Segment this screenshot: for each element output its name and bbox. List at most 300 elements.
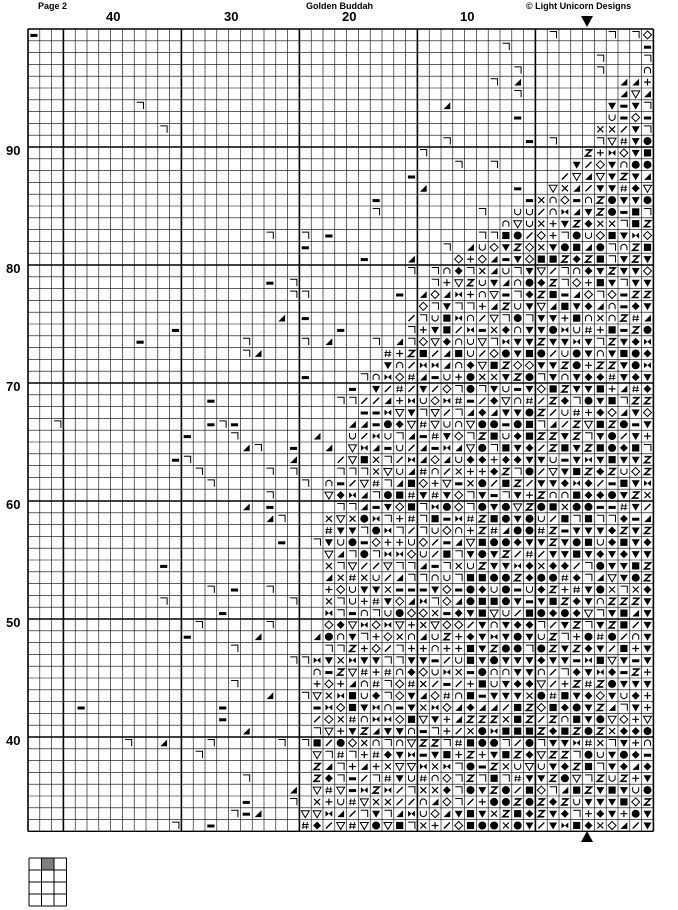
stitch-symbol — [644, 669, 651, 676]
stitch-symbol — [621, 810, 628, 817]
stitch-symbol — [373, 799, 379, 805]
stitch-symbol — [326, 445, 333, 452]
stitch-symbol — [514, 598, 522, 605]
stitch-symbol — [514, 268, 521, 275]
stitch-symbol — [314, 681, 321, 688]
stitch-symbol — [526, 303, 534, 310]
stitch-symbol — [361, 412, 368, 415]
stitch-symbol — [455, 267, 463, 275]
stitch-symbol — [267, 692, 274, 699]
stitch-symbol — [290, 279, 297, 286]
stitch-symbol — [420, 574, 427, 581]
stitch-symbol — [408, 716, 415, 723]
stitch-symbol — [314, 669, 320, 675]
stitch-symbol — [490, 752, 498, 759]
stitch-symbol — [549, 362, 557, 369]
stitch-symbol — [243, 504, 250, 511]
stitch-symbol — [349, 538, 357, 546]
stitch-symbol — [644, 209, 651, 216]
stitch-symbol — [443, 480, 451, 487]
stitch-symbol — [490, 468, 498, 476]
stitch-symbol — [527, 716, 533, 722]
stitch-symbol — [373, 506, 380, 509]
stitch-symbol — [361, 633, 368, 640]
stitch-symbol — [573, 822, 580, 829]
stitch-symbol — [479, 574, 486, 581]
stitch-symbol — [644, 196, 652, 204]
stitch-symbol — [620, 339, 628, 346]
stitch-symbol — [609, 469, 615, 475]
stitch-symbol — [479, 398, 485, 404]
stitch-symbol — [409, 445, 415, 451]
stitch-symbol — [538, 433, 544, 439]
stitch-symbol — [385, 764, 391, 770]
stitch-symbol — [585, 727, 593, 735]
stitch-symbol — [396, 775, 404, 782]
stitch-symbol — [514, 388, 521, 391]
stitch-symbol — [537, 350, 545, 358]
stitch-symbol — [596, 433, 604, 440]
stitch-symbol — [573, 775, 581, 782]
stitch-symbol — [361, 468, 368, 475]
stitch-symbol — [444, 645, 451, 652]
stitch-symbol — [479, 775, 486, 782]
stitch-symbol — [468, 280, 474, 286]
stitch-symbol — [621, 528, 627, 534]
stitch-symbol — [467, 692, 474, 699]
stitch-symbol — [538, 740, 545, 747]
stitch-symbol — [562, 586, 569, 593]
stitch-symbol — [609, 506, 616, 509]
stitch-symbol — [526, 739, 534, 747]
stitch-symbol — [456, 327, 462, 333]
stitch-symbol — [549, 339, 557, 346]
stitch-symbol — [549, 609, 557, 617]
stitch-symbol — [325, 551, 333, 558]
stitch-symbol — [243, 728, 250, 735]
stitch-symbol — [632, 197, 640, 204]
stitch-symbol — [561, 294, 568, 297]
stitch-symbol — [514, 291, 521, 298]
stitch-symbol — [337, 621, 345, 629]
stitch-symbol — [608, 351, 616, 358]
stitch-symbol — [585, 740, 592, 747]
stitch-symbol — [502, 574, 510, 582]
stitch-symbol — [431, 752, 439, 759]
stitch-symbol — [586, 787, 592, 793]
stitch-symbol — [373, 398, 379, 404]
stitch-symbol — [491, 433, 498, 440]
stitch-symbol — [419, 386, 427, 393]
stitch-symbol — [360, 799, 368, 806]
stitch-symbol — [349, 468, 356, 475]
stitch-symbol — [467, 633, 475, 641]
stitch-symbol — [491, 374, 497, 380]
stitch-symbol — [549, 574, 557, 582]
stitch-symbol — [491, 456, 498, 463]
stitch-symbol — [526, 468, 534, 476]
stitch-symbol — [432, 492, 439, 499]
stitch-symbol — [361, 669, 368, 676]
stitch-symbol — [468, 728, 474, 734]
stitch-symbol — [621, 162, 627, 168]
stitch-symbol — [538, 209, 544, 215]
stitch-symbol — [349, 716, 356, 723]
stitch-symbol — [444, 102, 451, 109]
stitch-symbol — [338, 657, 344, 663]
stitch-symbol — [644, 374, 652, 381]
stitch-symbol — [596, 715, 604, 723]
stitch-symbol — [644, 480, 651, 486]
stitch-symbol — [596, 373, 604, 381]
stitch-symbol — [314, 539, 321, 546]
stitch-symbol — [385, 705, 391, 711]
stitch-symbol — [632, 468, 640, 476]
stitch-symbol — [550, 303, 557, 310]
stitch-symbol — [527, 693, 533, 699]
stitch-symbol — [632, 350, 640, 358]
stitch-symbol — [526, 751, 534, 759]
stitch-symbol — [478, 409, 486, 417]
stitch-symbol — [633, 787, 639, 793]
stitch-symbol — [561, 728, 568, 735]
stitch-symbol — [644, 598, 652, 605]
stitch-symbol — [396, 515, 403, 522]
stitch-symbol — [585, 810, 592, 817]
stitch-symbol — [325, 657, 333, 664]
stitch-symbol — [537, 645, 545, 653]
stitch-symbol — [620, 740, 628, 747]
stitch-symbol — [608, 610, 616, 617]
stitch-symbol — [502, 374, 510, 381]
stitch-symbol — [550, 539, 556, 545]
stitch-symbol — [609, 704, 616, 711]
stitch-symbol — [326, 823, 332, 829]
stitch-symbol — [515, 280, 521, 286]
stitch-symbol — [645, 740, 651, 746]
stitch-symbol — [608, 668, 616, 676]
stitch-symbol — [455, 763, 462, 770]
stitch-symbol — [644, 692, 651, 699]
stitch-symbol — [620, 362, 628, 369]
stitch-symbol — [408, 563, 415, 570]
stitch-symbol — [562, 787, 569, 794]
row-number-70: 70 — [6, 379, 21, 394]
stitch-symbol — [419, 479, 427, 487]
stitch-symbol — [455, 799, 462, 806]
stitch-symbol — [503, 339, 510, 345]
stitch-symbol — [574, 764, 580, 770]
stitch-symbol — [361, 775, 367, 781]
stitch-symbol — [349, 669, 357, 676]
stitch-symbol — [396, 492, 403, 499]
stitch-symbol — [537, 327, 545, 334]
stitch-symbol — [432, 659, 439, 662]
stitch-symbol — [514, 67, 521, 74]
stitch-symbol — [326, 574, 333, 581]
stitch-symbol — [632, 79, 639, 86]
stitch-symbol — [562, 823, 569, 829]
stitch-symbol — [573, 339, 580, 345]
stitch-symbol — [396, 707, 403, 710]
row-number-80: 80 — [6, 261, 21, 276]
stitch-symbol — [361, 681, 367, 687]
stitch-symbol — [573, 409, 580, 416]
stitch-symbol — [561, 515, 568, 522]
stitch-symbol — [491, 646, 497, 652]
stitch-symbol — [562, 492, 568, 498]
stitch-symbol — [561, 339, 569, 346]
stitch-symbol — [396, 645, 403, 652]
stitch-symbol — [479, 351, 485, 357]
stitch-symbol — [526, 433, 533, 440]
stitch-symbol — [633, 587, 639, 593]
stitch-symbol — [526, 444, 534, 452]
stitch-symbol — [431, 692, 439, 700]
stitch-symbol — [645, 563, 651, 569]
stitch-symbol — [373, 716, 380, 722]
stitch-symbol — [515, 327, 521, 333]
stitch-symbol — [549, 326, 557, 334]
stitch-symbol — [396, 589, 403, 592]
stitch-symbol — [585, 751, 593, 759]
stitch-symbol — [515, 398, 521, 404]
stitch-symbol — [526, 350, 533, 357]
stitch-symbol — [609, 221, 615, 227]
stitch-symbol — [597, 598, 603, 604]
stitch-symbol — [609, 397, 616, 404]
stitch-symbol — [373, 740, 379, 746]
stitch-symbol — [503, 303, 509, 309]
stitch-symbol — [632, 659, 639, 662]
stitch-symbol — [585, 209, 593, 216]
stitch-symbol — [585, 515, 592, 522]
stitch-symbol — [608, 185, 616, 192]
stitch-symbol — [267, 492, 274, 499]
stitch-symbol — [456, 457, 462, 463]
stitch-symbol — [573, 597, 581, 605]
stitch-symbol — [573, 480, 580, 486]
stitch-symbol — [361, 622, 368, 628]
stitch-symbol — [396, 350, 403, 357]
column-number-30: 30 — [224, 9, 239, 24]
stitch-symbol — [632, 114, 640, 122]
stitch-symbol — [503, 221, 509, 227]
stitch-symbol — [503, 705, 509, 711]
stitch-symbol — [597, 823, 603, 829]
stitch-symbol — [549, 244, 557, 251]
stitch-symbol — [326, 610, 333, 616]
stitch-symbol — [350, 598, 356, 604]
stitch-symbol — [632, 444, 639, 451]
stitch-symbol — [644, 754, 651, 757]
stitch-symbol — [326, 705, 333, 711]
stitch-symbol — [397, 362, 403, 368]
stitch-symbol — [574, 268, 580, 274]
stitch-symbol — [385, 587, 391, 593]
stitch-symbol — [196, 622, 203, 629]
stitch-symbol — [620, 457, 628, 464]
stitch-symbol — [549, 551, 557, 558]
stitch-symbol — [644, 362, 651, 368]
stitch-symbol — [432, 362, 439, 368]
stitch-symbol — [491, 598, 498, 605]
stitch-symbol — [444, 268, 450, 274]
stitch-symbol — [608, 680, 616, 688]
stitch-symbol — [538, 563, 544, 569]
stitch-symbol — [408, 681, 415, 688]
stitch-symbol — [632, 150, 640, 157]
stitch-symbol — [608, 657, 616, 664]
stitch-symbol — [420, 185, 427, 192]
stitch-symbol — [468, 480, 474, 486]
stitch-symbol — [502, 398, 510, 405]
stitch-symbol — [621, 386, 628, 393]
stitch-symbol — [644, 280, 652, 287]
stitch-symbol — [621, 138, 628, 145]
stitch-symbol — [561, 469, 569, 476]
stitch-symbol — [338, 669, 344, 675]
stitch-symbol — [491, 303, 498, 310]
stitch-symbol — [502, 456, 510, 464]
stitch-symbol — [597, 256, 604, 263]
stitch-symbol — [550, 775, 556, 781]
stitch-symbol — [632, 208, 639, 215]
stitch-symbol — [526, 823, 534, 830]
stitch-symbol — [620, 350, 627, 357]
stitch-symbol — [455, 704, 462, 711]
stitch-symbol — [585, 433, 592, 440]
stitch-symbol — [396, 480, 403, 487]
stitch-symbol — [409, 315, 415, 321]
stitch-symbol — [538, 339, 544, 345]
stitch-symbol — [526, 515, 534, 523]
stitch-symbol — [608, 764, 616, 771]
stitch-symbol — [325, 633, 333, 641]
stitch-symbol — [172, 459, 179, 462]
stitch-symbol — [479, 680, 486, 687]
stitch-symbol — [313, 822, 321, 830]
stitch-symbol — [455, 161, 462, 168]
stitch-symbol — [561, 196, 569, 204]
stitch-symbol — [502, 751, 509, 758]
stitch-symbol — [561, 763, 569, 771]
stitch-symbol — [526, 574, 534, 582]
stitch-symbol — [574, 681, 580, 687]
stitch-symbol — [207, 400, 214, 403]
stitch-symbol — [632, 457, 640, 464]
stitch-symbol — [620, 492, 628, 499]
stitch-symbol — [608, 799, 616, 806]
stitch-symbol — [385, 551, 392, 557]
stitch-symbol — [267, 622, 274, 629]
stitch-symbol — [326, 811, 333, 817]
stitch-symbol — [444, 764, 451, 770]
stitch-symbol — [325, 492, 333, 499]
stitch-symbol — [609, 482, 616, 485]
stitch-symbol — [397, 799, 403, 805]
stitch-symbol — [597, 574, 604, 581]
stitch-symbol — [609, 339, 615, 345]
stitch-symbol — [467, 822, 474, 829]
stitch-symbol — [503, 764, 509, 770]
row-number-90: 90 — [6, 143, 21, 158]
stitch-symbol — [586, 315, 592, 321]
stitch-symbol — [573, 538, 581, 546]
stitch-symbol — [526, 397, 533, 404]
stitch-symbol — [444, 563, 451, 570]
stitch-symbol — [597, 421, 604, 428]
stitch-symbol — [337, 586, 345, 594]
stitch-symbol — [597, 539, 603, 545]
stitch-symbol — [243, 813, 250, 816]
stitch-symbol — [409, 799, 415, 805]
stitch-symbol — [373, 563, 379, 569]
stitch-symbol — [420, 799, 426, 805]
stitch-symbol — [361, 433, 367, 439]
stitch-symbol — [633, 634, 639, 640]
stitch-symbol — [515, 551, 521, 557]
stitch-symbol — [633, 622, 639, 628]
stitch-symbol — [537, 279, 545, 287]
stitch-symbol — [349, 822, 356, 829]
stitch-symbol — [633, 398, 639, 404]
stitch-symbol — [337, 681, 344, 688]
stitch-symbol — [526, 775, 534, 782]
stitch-symbol — [573, 209, 580, 216]
stitch-symbol — [491, 669, 497, 675]
stitch-symbol — [515, 303, 521, 309]
stitch-symbol — [396, 420, 404, 428]
stitch-symbol — [302, 291, 309, 298]
stitch-symbol — [361, 751, 368, 758]
stitch-symbol — [372, 692, 380, 700]
stitch-symbol — [444, 445, 451, 451]
stitch-symbol — [456, 693, 462, 699]
stitch-symbol — [597, 67, 604, 74]
stitch-symbol — [443, 786, 451, 794]
stitch-symbol — [515, 374, 521, 380]
stitch-symbol — [231, 423, 238, 426]
stitch-symbol — [397, 445, 403, 451]
stitch-symbol — [408, 433, 415, 440]
stitch-symbol — [455, 292, 462, 298]
stitch-symbol — [419, 338, 427, 346]
stitch-symbol — [502, 645, 510, 653]
stitch-symbol — [573, 633, 580, 640]
stitch-symbol — [620, 645, 627, 652]
stitch-symbol — [420, 445, 427, 452]
stitch-symbol — [231, 681, 238, 688]
stitch-symbol — [514, 693, 522, 700]
stitch-symbol — [301, 811, 309, 818]
stitch-symbol — [443, 612, 450, 615]
stitch-symbol — [609, 115, 615, 121]
stitch-symbol — [408, 492, 415, 499]
stitch-symbol — [573, 255, 581, 263]
stitch-symbol — [349, 692, 356, 699]
stitch-symbol — [408, 609, 416, 617]
stitch-symbol — [609, 515, 616, 522]
stitch-symbol — [644, 117, 651, 120]
stitch-symbol — [396, 622, 404, 629]
stitch-symbol — [537, 503, 545, 511]
stitch-symbol — [432, 268, 439, 275]
stitch-symbol — [432, 469, 438, 475]
stitch-symbol — [467, 291, 474, 298]
stitch-symbol — [30, 34, 37, 37]
stitch-symbol — [620, 233, 628, 240]
